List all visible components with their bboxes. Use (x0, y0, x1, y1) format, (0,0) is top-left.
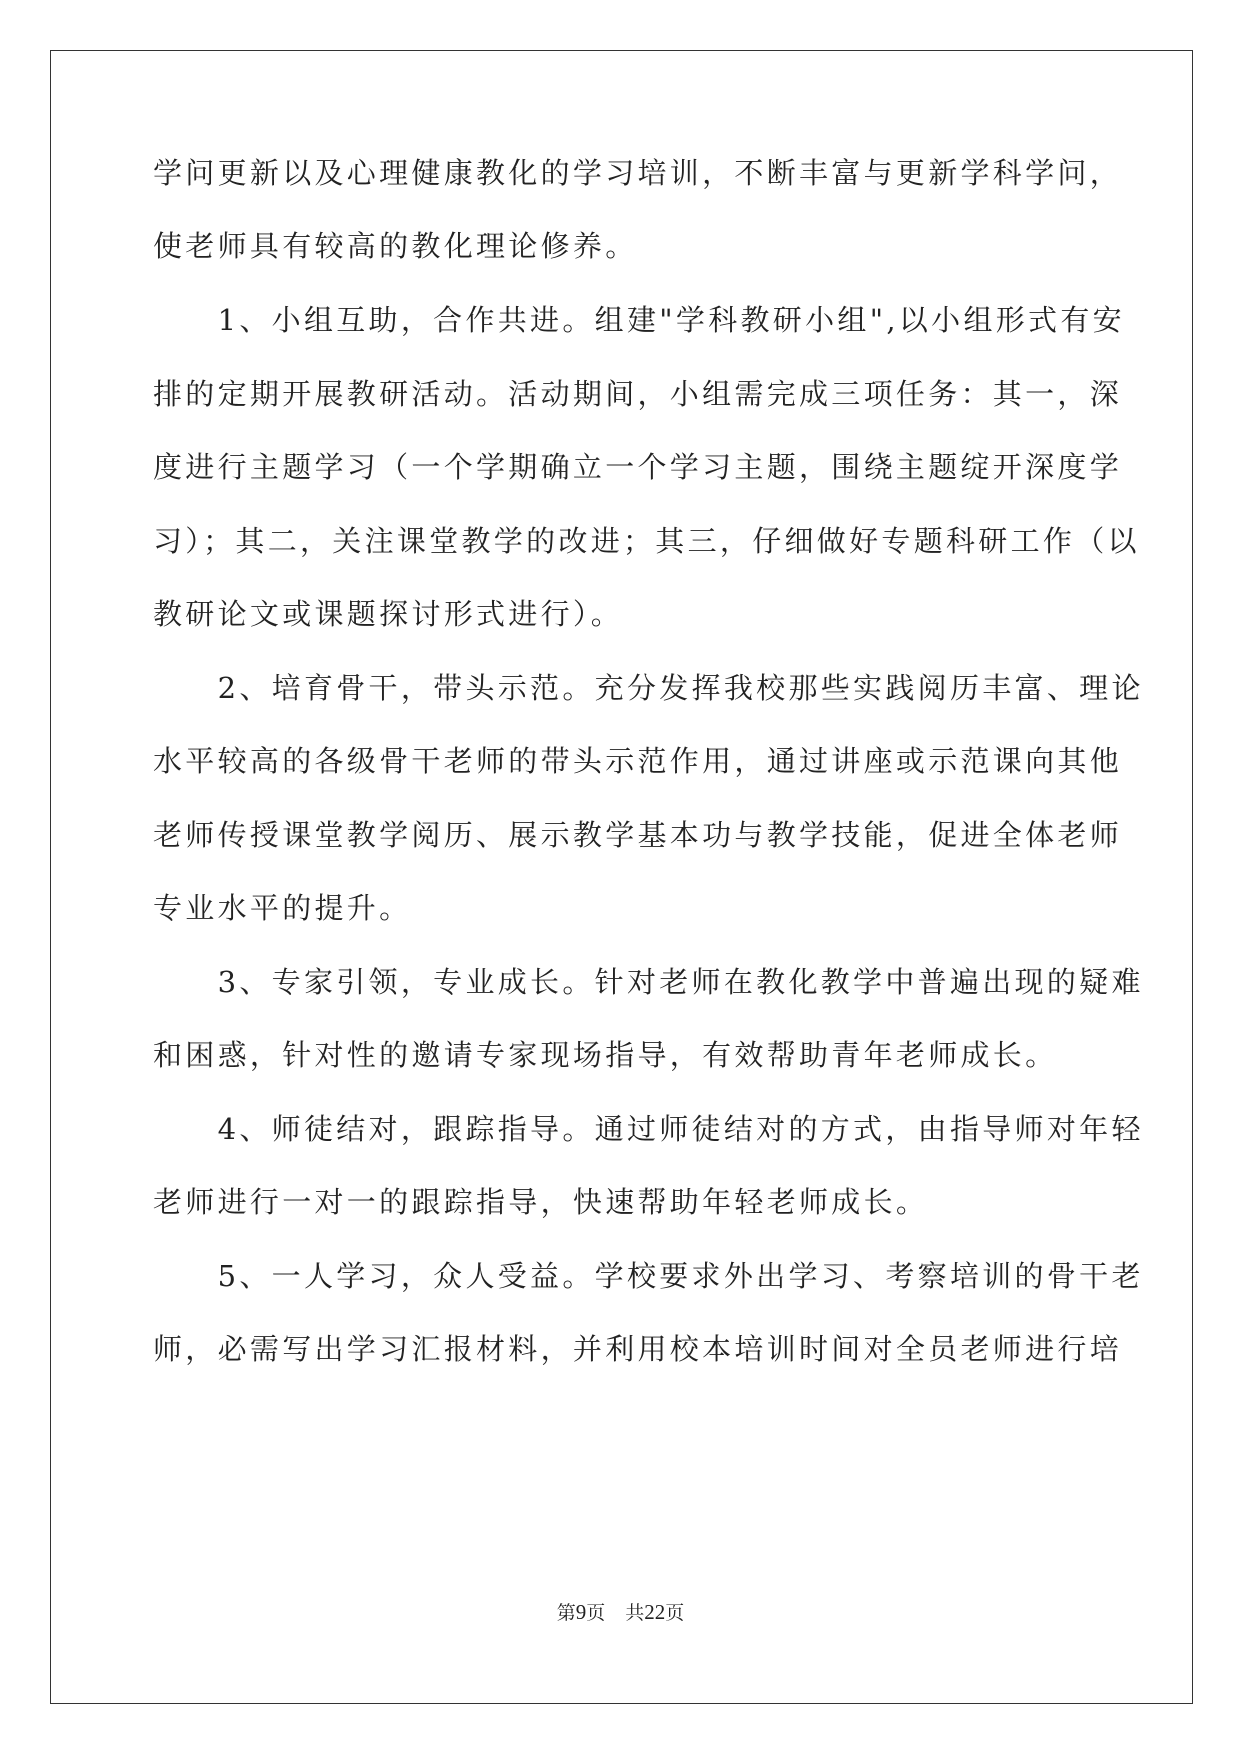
text-line: 专业水平的提升。 (153, 891, 412, 925)
page-suffix: 页 (586, 1603, 606, 1624)
text-line: 5、一人学习，众人受益。学校要求外出学习、考察培训的骨干老 (153, 1259, 1144, 1293)
total-suffix: 页 (665, 1603, 685, 1624)
text-line: 4、师徒结对，跟踪指导。通过师徒结对的方式，由指导师对年轻 (153, 1112, 1144, 1146)
text-line: 水平较高的各级骨干老师的带头示范作用，通过讲座或示范课向其他 (153, 744, 1123, 778)
page-border (50, 50, 1193, 1704)
text-line: 老师传授课堂教学阅历、展示教学基本功与教学技能，促进全体老师 (153, 818, 1123, 852)
text-line: 排的定期开展教研活动。活动期间，小组需完成三项任务：其一，深 (153, 377, 1123, 411)
page-footer (0, 1600, 1241, 1626)
total-prefix: 共 (625, 1603, 645, 1624)
text-line: 2、培育骨干，带头示范。充分发挥我校那些实践阅历丰富、理论 (153, 671, 1144, 705)
page-prefix: 第 (556, 1603, 576, 1624)
text-line: 老师进行一对一的跟踪指导，快速帮助年轻老师成长。 (153, 1185, 929, 1219)
text-line: 和困惑，针对性的邀请专家现场指导，有效帮助青年老师成长。 (153, 1038, 1058, 1072)
text-line: 师，必需写出学习汇报材料，并利用校本培训时间对全员老师进行培 (153, 1332, 1123, 1366)
text-line: 学问更新以及心理健康教化的学习培训，不断丰富与更新学科学问， (153, 156, 1123, 190)
text-line: 使老师具有较高的教化理论修养。 (153, 229, 638, 263)
text-line: 教研论文或课题探讨形式进行）。 (153, 597, 624, 631)
total-pages: 22 (644, 1600, 666, 1624)
text-line: 3、专家引领，专业成长。针对老师在教化教学中普遍出现的疑难 (153, 965, 1144, 999)
page-number: 9 (575, 1600, 587, 1624)
text-line: 习）；其二，关注课堂教学的改进；其三，仔细做好专题科研工作（以 (153, 524, 1140, 558)
text-line: 度进行主题学习（一个学期确立一个学习主题，围绕主题绽开深度学 (153, 450, 1123, 484)
text-line: 1、小组互助，合作共进。组建"学科教研小组",以小组形式有安 (153, 303, 1125, 337)
